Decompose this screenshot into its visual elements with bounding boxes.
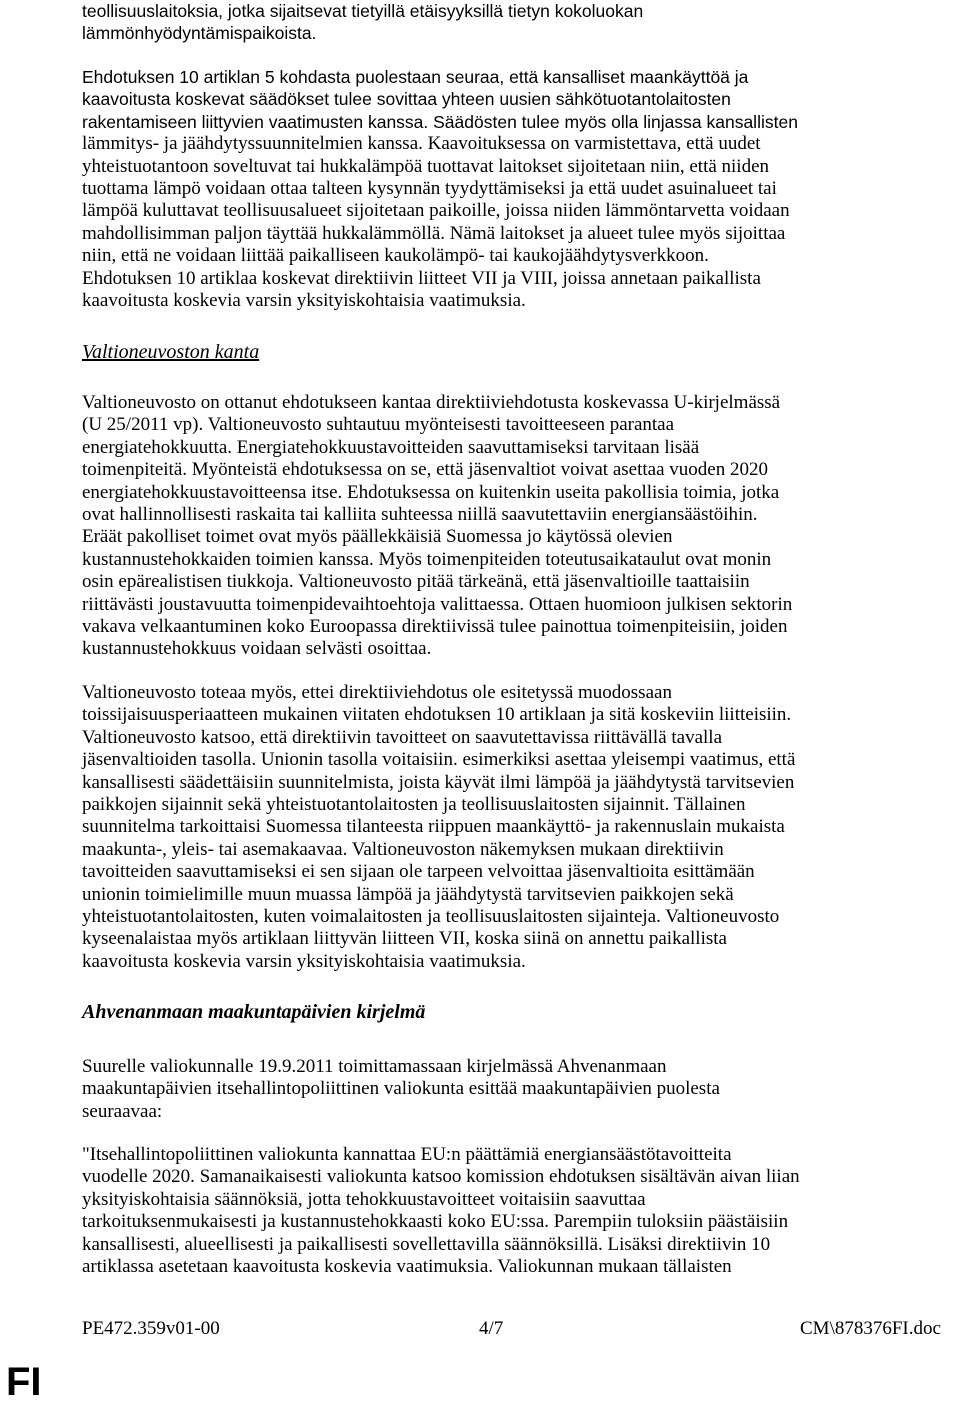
text-line: mahdollisimman paljon täyttää hukkalämmöllä. Nämä laitokset ja alueet tulee myös sijoittaa: [82, 222, 786, 244]
text-line: lämpöä kuluttavat teollisuusalueet sijoitetaan paikoille, joissa niiden lämmöntarvetta voidaan: [82, 200, 790, 222]
text-line: kyseenalaistaa myös artiklaan liittyvän liitteen VII, koska siinä on annettu paikallista: [82, 928, 727, 950]
text-line: Valtioneuvosto on ottanut ehdotukseen kantaa direktiiviehdotusta koskevassa U-kirjelmässä: [82, 392, 781, 413]
text-line: "Itsehallintopoliittinen valiokunta kannattaa EU:n päättämiä energiansäästötavoitteita: [82, 1144, 732, 1165]
heading-government-position: Valtioneuvoston kanta: [82, 341, 260, 363]
text-line: yhteistuotantoon soveltuvat tai hukkalämpöä tuottavat laitokset sijoitetaan niin, että niiden: [82, 155, 770, 177]
footer-doc-ref: PE472.359v01-00: [82, 1318, 220, 1339]
text-line: toissijaisuusperiaatteen mukainen viitaten ehdotuksen 10 artiklaan ja sitä koskeviin liitteisiin.: [82, 704, 792, 726]
text-line: yhteistuotantolaitosten, kuten voimalaitosten ja teollisuuslaitosten sijainteja. Valtioneuvosto: [82, 905, 780, 927]
text-line: Ehdotuksen 10 artiklaa koskevat direktiivin liitteet VII ja VIII, joissa annetaan paikallista: [82, 267, 761, 289]
text-line: vuodelle 2020. Samanaikaisesti valiokunta katsoo komission ehdotuksen sisältävän aivan liian: [82, 1166, 800, 1188]
text-line: unionin toimielimille muun muassa lämpöä ja jäähdytystä tarvitsevien paikkojen sekä: [82, 883, 734, 905]
paragraph-government-position: [82, 392, 954, 661]
text-line: teollisuuslaitoksia, jotka sijaitsevat tietyillä etäisyyksillä tietyn kokoluokan: [82, 1, 644, 21]
text-line: kustannustehokkuus voidaan selvästi osoittaa.: [82, 638, 432, 660]
text-line: Suurelle valiokunnalle 19.9.2011 toimittamassaan kirjelmässä Ahvenanmaan: [82, 1056, 667, 1077]
footer-file-name: CM\878376FI.doc: [800, 1318, 941, 1339]
text-line: (U 25/2011 vp). Valtioneuvosto suhtautuu myönteisesti tavoitteeseen parantaa: [82, 414, 675, 436]
paragraph-intro-continuation: [82, 0, 954, 45]
paragraph-aland-quote: [82, 1144, 954, 1278]
text-line: kaavoitusta koskevat säädökset tulee sovittaa yhteen uusien sähkötuotantolaitosten: [82, 89, 731, 110]
text-line: energiatehokkuustavoitteensa itse. Ehdotuksessa on kuitenkin useita pakollisia toimia, jotka: [82, 481, 780, 503]
text-line: kaavoitusta koskevia varsin yksityiskohtaisia vaatimuksia.: [82, 289, 526, 311]
paragraph-article-10: [82, 66, 954, 312]
text-line: ovat hallinnollisesti raskaita tai kalliita suhteessa niillä saavutettaviin energiansäästöihin.: [82, 503, 758, 525]
text-line: Ehdotuksen 10 artiklan 5 kohdasta puolestaan seuraa, että kansalliset maankäyttöä ja: [82, 67, 749, 87]
text-line: kansallisesti säädettäisiin suunnitelmista, joista käyvät ilmi lämpöä ja jäähdytystä tarvitsevien: [82, 771, 795, 793]
text-line: niin, että ne voidaan liittää paikalliseen kaukolämpö- tai kaukojäähdytysverkkoon.: [82, 245, 709, 267]
text-line: artiklassa asetetaan kaavoitusta koskevia vaatimuksia. Valiokunnan mukaan tällaisten: [82, 1255, 732, 1277]
heading-aland-letter: Ahvenanmaan maakuntapäivien kirjelmä: [82, 1001, 426, 1023]
text-line: energiatehokkuutta. Energiatehokkuustavoitteiden saavuttamiseksi tarvitaan lisää: [82, 436, 700, 458]
text-line: yksityiskohtaisia säännöksiä, jotta tehokkuustavoitteet voitaisiin saavuttaa: [82, 1188, 646, 1210]
footer-page-number: 4/7: [479, 1318, 504, 1339]
text-line: maakuntapäivien itsehallintopoliittinen valiokunta esittää maakuntapäivien puolesta: [82, 1078, 720, 1100]
text-line: osin epärealistisen tiukkoja. Valtioneuvosto pitää tärkeänä, että jäsenvaltioille taattaisiin: [82, 571, 750, 593]
paragraph-subsidiarity: [82, 682, 954, 973]
text-line: maakunta-, yleis- tai asemakaavaa. Valtioneuvoston näkemyksen mukaan direktiivin: [82, 838, 724, 860]
text-line: jäsenvaltioiden tasolla. Unionin tasolla voitaisiin. esimerkiksi asettaa yleisempi vaatimus, että: [82, 749, 796, 771]
text-line: lämmönhyödyntämispaikoista.: [82, 23, 317, 44]
text-line: Eräät pakolliset toimet ovat myös päällekkäisiä Suomessa jo käytössä olevien: [82, 526, 673, 548]
text-line: kustannustehokkaiden toimien kanssa. Myös toimenpiteiden toteutusaikataulut ovat monin: [82, 548, 772, 570]
text-line: rakentamiseen liittyvien vaatimusten kanssa. Säädösten tulee myös olla linjassa kansallisten: [82, 111, 798, 132]
text-line: Valtioneuvosto katsoo, että direktiivin tavoitteet on saavutettavissa riittävällä tavalla: [82, 726, 723, 748]
text-line: riittävästi joustavuutta toimenpidevaihtoehtoja valittaessa. Ottaen huomioon julkisen sektorin: [82, 593, 793, 615]
text-line: toimenpiteitä. Myönteistä ehdotuksessa on se, että jäsenvaltiot voivat asettaa vuoden 2020: [82, 459, 768, 481]
text-line: kansallisesti, alueellisesti ja paikallisesti sovellettavilla säännöksillä. Lisäksi direktiivin 10: [82, 1233, 771, 1255]
paragraph-aland-intro: [82, 1056, 954, 1123]
text-line: Valtioneuvosto toteaa myös, ettei direktiiviehdotus ole esitetyssä muodossaan: [82, 682, 672, 703]
text-line: tavoitteiden saavuttamiseksi ei sen sijaan ole tarpeen velvoittaa jäsenvaltioita esittämään: [82, 861, 755, 883]
text-line: tuottama lämpö voidaan ottaa talteen kysynnän tyydyttämiseksi ja että uudet asuinalueet tai: [82, 177, 777, 199]
text-line: suunnitelma tarkoittaisi Suomessa tilanteesta riippuen maankäyttö- ja rakennuslain mukaista: [82, 816, 785, 838]
text-line: seuraavaa:: [82, 1100, 163, 1122]
text-line: lämmitys- ja jäähdytyssuunnitelmien kanssa. Kaavoituksessa on varmistettava, että uudet: [82, 133, 761, 155]
text-line: paikkojen sijainnit sekä yhteistuotantolaitosten ja teollisuuslaitosten sijainnit. Tällainen: [82, 793, 746, 815]
text-line: kaavoitusta koskevia varsin yksityiskohtaisia vaatimuksia.: [82, 950, 526, 972]
page-footer: [82, 1318, 960, 1342]
text-line: tarkoituksenmukaisesti ja kustannustehokkaasti koko EU:ssa. Parempiin tuloksiin päästäisiin: [82, 1211, 789, 1233]
text-line: vakava velkaantuminen koko Euroopassa direktiivissä tulee painottua toimenpiteisiin, joiden: [82, 615, 788, 637]
language-code: FI: [6, 1360, 42, 1404]
